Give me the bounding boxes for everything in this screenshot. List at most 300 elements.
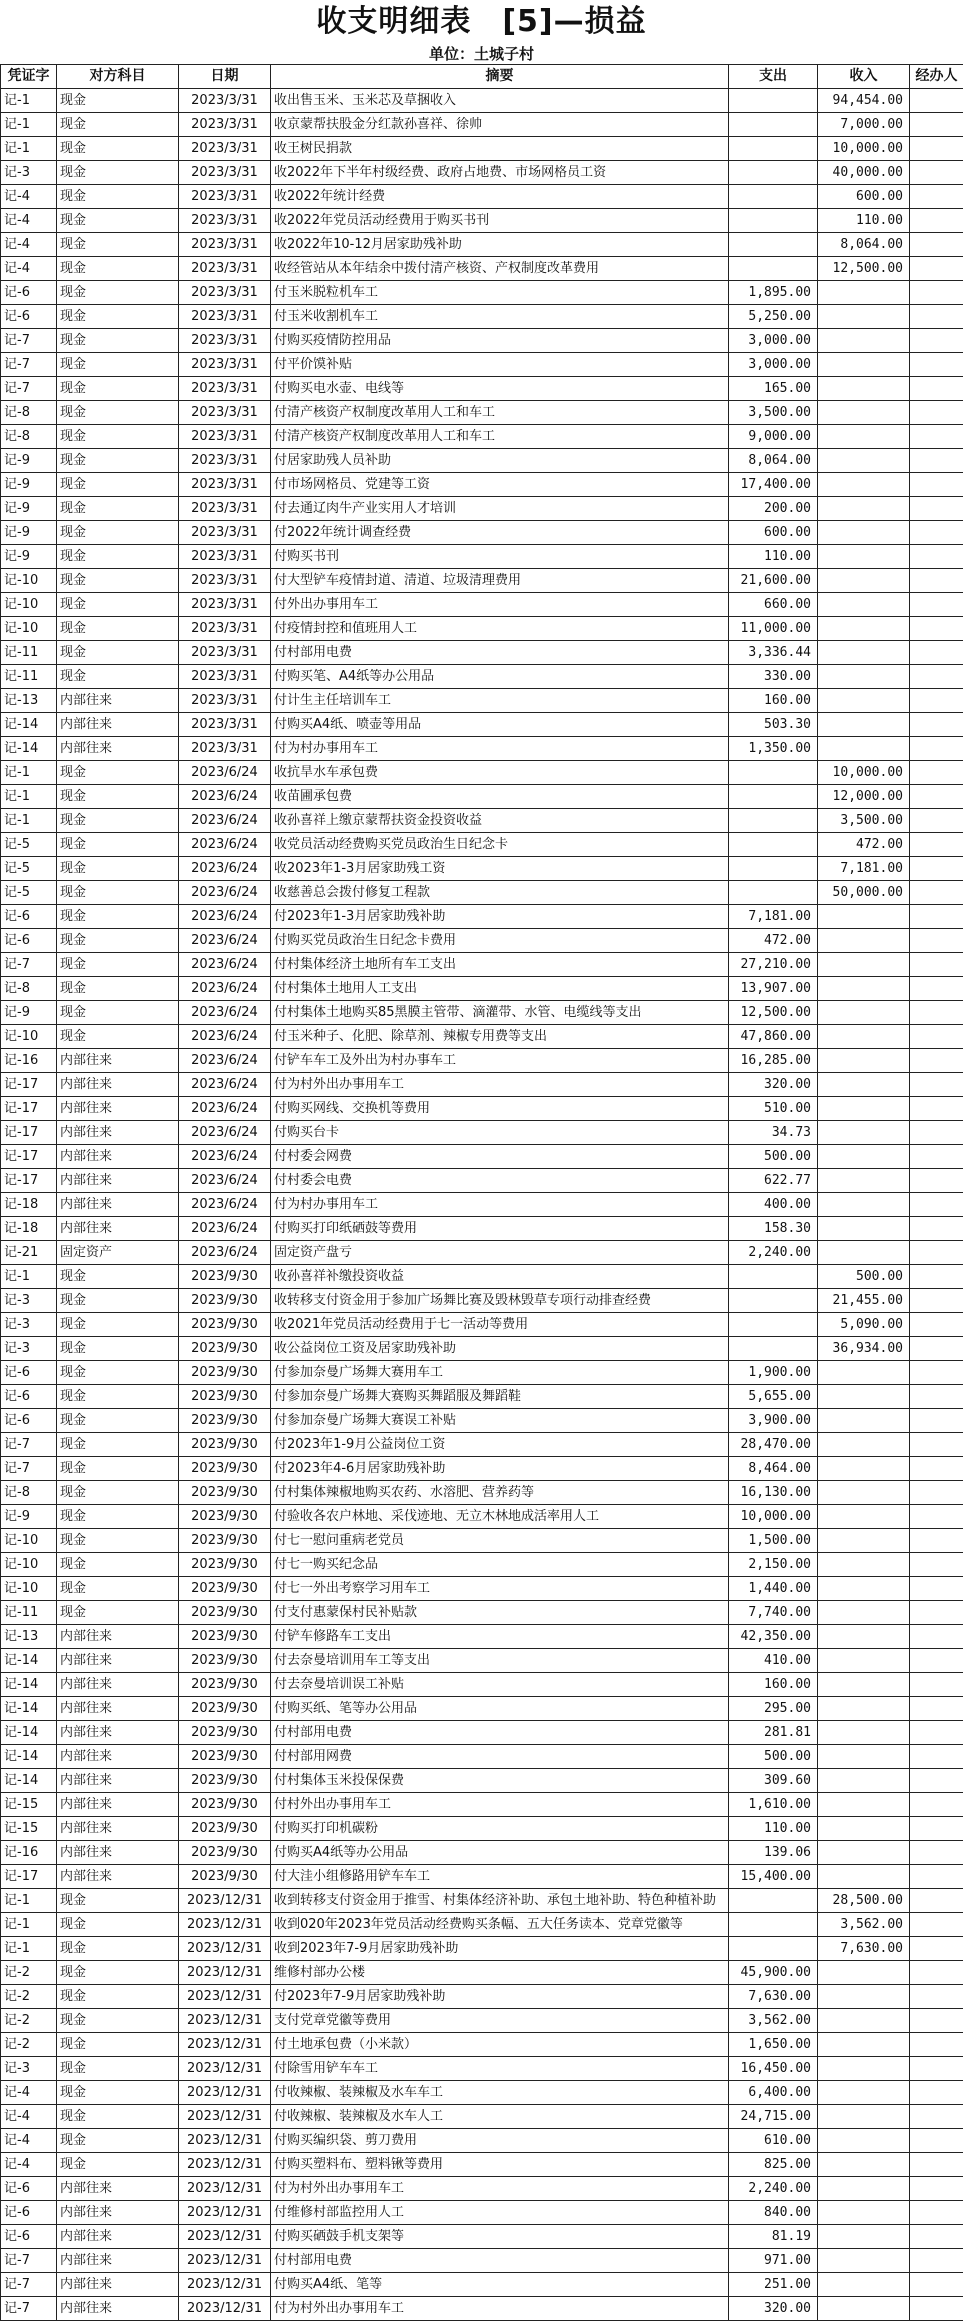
summary-cell: 付购买台卡: [271, 1121, 729, 1145]
income-cell: [818, 905, 910, 929]
date-cell: 2023/9/30: [179, 1289, 271, 1313]
table-row: [1, 1649, 963, 1673]
summary-cell: 付参加奈曼广场舞大赛误工补贴: [271, 1409, 729, 1433]
table-row: [1, 1313, 963, 1337]
handler-cell: [910, 1745, 963, 1769]
account-cell: 现金: [57, 593, 179, 617]
table-row: [1, 665, 963, 689]
table-row: [1, 1265, 963, 1289]
account-cell: 现金: [57, 2033, 179, 2057]
expense-cell: 1,895.00: [729, 281, 818, 305]
date-cell: 2023/9/30: [179, 1673, 271, 1697]
table-row: [1, 1457, 963, 1481]
income-cell: 3,562.00: [818, 1913, 910, 1937]
table-row: [1, 593, 963, 617]
voucher-cell: 记-14: [1, 1721, 57, 1745]
income-cell: 94,454.00: [818, 89, 910, 113]
handler-cell: [910, 377, 963, 401]
voucher-cell: 记-7: [1, 2249, 57, 2273]
handler-cell: [910, 1817, 963, 1841]
voucher-cell: 记-9: [1, 449, 57, 473]
expense-cell: 16,450.00: [729, 2057, 818, 2081]
expense-cell: 13,907.00: [729, 977, 818, 1001]
table-row: [1, 809, 963, 833]
expense-cell: [729, 161, 818, 185]
account-cell: 现金: [57, 665, 179, 689]
income-cell: [818, 1457, 910, 1481]
date-cell: 2023/6/24: [179, 905, 271, 929]
summary-cell: 付大型铲车疫情封道、清道、垃圾清理费用: [271, 569, 729, 593]
table-row: [1, 2177, 963, 2201]
summary-cell: 付去奈曼培训用车工等支出: [271, 1649, 729, 1673]
voucher-cell: 记-18: [1, 1193, 57, 1217]
table-row: [1, 1073, 963, 1097]
expense-cell: [729, 89, 818, 113]
voucher-cell: 记-10: [1, 1553, 57, 1577]
summary-cell: 付村外出办事用车工: [271, 1793, 729, 1817]
date-cell: 2023/3/31: [179, 689, 271, 713]
account-cell: 现金: [57, 1289, 179, 1313]
summary-cell: 收2022年下半年村级经费、政府占地费、市场网格员工资: [271, 161, 729, 185]
expense-cell: 400.00: [729, 1193, 818, 1217]
account-cell: 内部往来: [57, 1865, 179, 1889]
date-cell: 2023/3/31: [179, 641, 271, 665]
expense-cell: [729, 881, 818, 905]
summary-cell: 付玉米种子、化肥、除草剂、辣椒专用费等支出: [271, 1025, 729, 1049]
account-cell: 现金: [57, 1265, 179, 1289]
account-cell: 现金: [57, 257, 179, 281]
date-cell: 2023/12/31: [179, 1961, 271, 1985]
voucher-cell: 记-5: [1, 881, 57, 905]
account-cell: 内部往来: [57, 1169, 179, 1193]
date-cell: 2023/12/31: [179, 1889, 271, 1913]
voucher-cell: 记-4: [1, 2105, 57, 2129]
handler-cell: [910, 137, 963, 161]
voucher-cell: 记-14: [1, 1673, 57, 1697]
summary-cell: 付验收各农户林地、采伐迹地、无立木林地成活率用人工: [271, 1505, 729, 1529]
account-cell: 现金: [57, 1481, 179, 1505]
voucher-cell: 记-17: [1, 1121, 57, 1145]
table-row: [1, 137, 963, 161]
income-cell: [818, 1025, 910, 1049]
voucher-cell: 记-7: [1, 329, 57, 353]
voucher-cell: 记-8: [1, 401, 57, 425]
date-cell: 2023/12/31: [179, 2201, 271, 2225]
handler-cell: [910, 401, 963, 425]
account-cell: 现金: [57, 833, 179, 857]
table-row: [1, 2009, 963, 2033]
date-cell: 2023/3/31: [179, 713, 271, 737]
voucher-cell: 记-9: [1, 1505, 57, 1529]
date-cell: 2023/12/31: [179, 2009, 271, 2033]
voucher-cell: 记-1: [1, 809, 57, 833]
income-cell: [818, 1697, 910, 1721]
handler-cell: [910, 569, 963, 593]
summary-cell: 付计生主任培训车工: [271, 689, 729, 713]
voucher-cell: 记-10: [1, 617, 57, 641]
voucher-cell: 记-3: [1, 1337, 57, 1361]
handler-cell: [910, 833, 963, 857]
table-row: [1, 1193, 963, 1217]
date-cell: 2023/9/30: [179, 1601, 271, 1625]
expense-cell: 5,655.00: [729, 1385, 818, 1409]
table-row: [1, 1529, 963, 1553]
income-cell: [818, 1361, 910, 1385]
expense-cell: [729, 1289, 818, 1313]
account-cell: 现金: [57, 929, 179, 953]
summary-cell: 付购买A4纸、笔等: [271, 2273, 729, 2297]
handler-cell: [910, 1769, 963, 1793]
voucher-cell: 记-17: [1, 1145, 57, 1169]
voucher-cell: 记-18: [1, 1217, 57, 1241]
income-cell: [818, 1649, 910, 1673]
income-cell: [818, 281, 910, 305]
handler-cell: [910, 593, 963, 617]
voucher-cell: 记-16: [1, 1049, 57, 1073]
handler-cell: [910, 353, 963, 377]
summary-cell: 收2022年党员活动经费用于购买书刊: [271, 209, 729, 233]
table-row: [1, 641, 963, 665]
expense-cell: 12,500.00: [729, 1001, 818, 1025]
expense-cell: 330.00: [729, 665, 818, 689]
summary-cell: 付去奈曼培训误工补贴: [271, 1673, 729, 1697]
summary-cell: 付2023年1-9月公益岗位工资: [271, 1433, 729, 1457]
account-cell: 现金: [57, 545, 179, 569]
table-row: [1, 1889, 963, 1913]
summary-cell: 付除雪用铲车车工: [271, 2057, 729, 2081]
handler-cell: [910, 2009, 963, 2033]
summary-cell: 付疫情封控和值班用人工: [271, 617, 729, 641]
income-cell: [818, 1097, 910, 1121]
date-cell: 2023/3/31: [179, 305, 271, 329]
expense-cell: 251.00: [729, 2273, 818, 2297]
summary-cell: 付玉米收割机车工: [271, 305, 729, 329]
account-cell: 现金: [57, 1025, 179, 1049]
date-cell: 2023/3/31: [179, 497, 271, 521]
date-cell: 2023/9/30: [179, 1649, 271, 1673]
table-row: [1, 1697, 963, 1721]
expense-cell: 510.00: [729, 1097, 818, 1121]
account-cell: 现金: [57, 521, 179, 545]
voucher-cell: 记-2: [1, 2009, 57, 2033]
expense-cell: [729, 1913, 818, 1937]
date-cell: 2023/9/30: [179, 1265, 271, 1289]
voucher-cell: 记-1: [1, 1889, 57, 1913]
summary-cell: 收2021年党员活动经费用于七一活动等费用: [271, 1313, 729, 1337]
date-cell: 2023/9/30: [179, 1793, 271, 1817]
expense-cell: [729, 1265, 818, 1289]
income-cell: [818, 545, 910, 569]
account-cell: 现金: [57, 161, 179, 185]
handler-cell: [910, 1913, 963, 1937]
expense-cell: [729, 137, 818, 161]
date-cell: 2023/6/24: [179, 833, 271, 857]
table-row: [1, 1289, 963, 1313]
date-cell: 2023/3/31: [179, 545, 271, 569]
voucher-cell: 记-16: [1, 1841, 57, 1865]
income-cell: 12,000.00: [818, 785, 910, 809]
expense-cell: 28,470.00: [729, 1433, 818, 1457]
income-cell: 110.00: [818, 209, 910, 233]
income-cell: 50,000.00: [818, 881, 910, 905]
voucher-cell: 记-11: [1, 665, 57, 689]
table-row: [1, 1001, 963, 1025]
voucher-cell: 记-9: [1, 521, 57, 545]
date-cell: 2023/12/31: [179, 2057, 271, 2081]
handler-cell: [910, 521, 963, 545]
income-cell: 500.00: [818, 1265, 910, 1289]
voucher-cell: 记-10: [1, 1529, 57, 1553]
account-cell: 内部往来: [57, 2249, 179, 2273]
summary-cell: 付购买打印机碳粉: [271, 1817, 729, 1841]
expense-cell: 2,240.00: [729, 1241, 818, 1265]
handler-cell: [910, 953, 963, 977]
expense-cell: 622.77: [729, 1169, 818, 1193]
table-row: [1, 1985, 963, 2009]
date-cell: 2023/12/31: [179, 2225, 271, 2249]
income-cell: 28,500.00: [818, 1889, 910, 1913]
summary-cell: 付土地承包费（小米款）: [271, 2033, 729, 2057]
income-cell: [818, 2273, 910, 2297]
table-row: [1, 833, 963, 857]
voucher-cell: 记-1: [1, 113, 57, 137]
voucher-cell: 记-1: [1, 761, 57, 785]
summary-cell: 付购买电水壶、电线等: [271, 377, 729, 401]
handler-cell: [910, 1025, 963, 1049]
summary-cell: 付购买硒鼓手机支架等: [271, 2225, 729, 2249]
income-cell: [818, 1625, 910, 1649]
expense-cell: 10,000.00: [729, 1505, 818, 1529]
summary-cell: 付大洼小组修路用铲车车工: [271, 1865, 729, 1889]
income-cell: [818, 2057, 910, 2081]
date-cell: 2023/12/31: [179, 1937, 271, 1961]
table-row: [1, 1241, 963, 1265]
expense-cell: 34.73: [729, 1121, 818, 1145]
income-cell: [818, 2225, 910, 2249]
handler-cell: [910, 185, 963, 209]
account-cell: 现金: [57, 425, 179, 449]
date-cell: 2023/12/31: [179, 2105, 271, 2129]
income-cell: [818, 2033, 910, 2057]
date-cell: 2023/6/24: [179, 953, 271, 977]
account-cell: 现金: [57, 137, 179, 161]
voucher-cell: 记-5: [1, 857, 57, 881]
table-row: [1, 1937, 963, 1961]
voucher-cell: 记-13: [1, 1625, 57, 1649]
summary-cell: 付购买A4纸等办公用品: [271, 1841, 729, 1865]
expense-cell: 8,464.00: [729, 1457, 818, 1481]
handler-cell: [910, 1553, 963, 1577]
table-row: [1, 1481, 963, 1505]
table-row: [1, 1769, 963, 1793]
handler-cell: [910, 257, 963, 281]
account-cell: 内部往来: [57, 713, 179, 737]
expense-cell: [729, 185, 818, 209]
table-row: [1, 2129, 963, 2153]
table-row: [1, 1577, 963, 1601]
handler-cell: [910, 1673, 963, 1697]
table-row: [1, 2081, 963, 2105]
expense-cell: 2,150.00: [729, 1553, 818, 1577]
handler-cell: [910, 977, 963, 1001]
expense-cell: 500.00: [729, 1145, 818, 1169]
date-cell: 2023/6/24: [179, 1193, 271, 1217]
header-expense: 支出: [729, 65, 818, 89]
expense-cell: 139.06: [729, 1841, 818, 1865]
income-cell: [818, 2009, 910, 2033]
date-cell: 2023/3/31: [179, 257, 271, 281]
expense-cell: 1,440.00: [729, 1577, 818, 1601]
table-row: [1, 377, 963, 401]
handler-cell: [910, 761, 963, 785]
handler-cell: [910, 1385, 963, 1409]
summary-cell: 收抗旱水车承包费: [271, 761, 729, 785]
summary-cell: 收京蒙帮扶股金分红款孙喜祥、徐帅: [271, 113, 729, 137]
expense-cell: 27,210.00: [729, 953, 818, 977]
table-row: [1, 857, 963, 881]
date-cell: 2023/6/24: [179, 929, 271, 953]
account-cell: 现金: [57, 209, 179, 233]
account-cell: 现金: [57, 1985, 179, 2009]
summary-cell: 收2023年1-3月居家助残工资: [271, 857, 729, 881]
summary-cell: 付购买党员政治生日纪念卡费用: [271, 929, 729, 953]
expense-cell: 45,900.00: [729, 1961, 818, 1985]
date-cell: 2023/3/31: [179, 617, 271, 641]
voucher-cell: 记-1: [1, 785, 57, 809]
account-cell: 现金: [57, 113, 179, 137]
summary-cell: 付为村外出办事用车工: [271, 2177, 729, 2201]
account-cell: 内部往来: [57, 689, 179, 713]
voucher-cell: 记-6: [1, 305, 57, 329]
income-cell: 3,500.00: [818, 809, 910, 833]
account-cell: 内部往来: [57, 1817, 179, 1841]
handler-cell: [910, 2201, 963, 2225]
expense-cell: [729, 1313, 818, 1337]
handler-cell: [910, 1697, 963, 1721]
summary-cell: 收党员活动经费购买党员政治生日纪念卡: [271, 833, 729, 857]
table-row: [1, 1385, 963, 1409]
expense-cell: 3,562.00: [729, 2009, 818, 2033]
income-cell: [818, 1169, 910, 1193]
handler-cell: [910, 809, 963, 833]
summary-cell: 收经管站从本年结余中拨付清产核资、产权制度改革费用: [271, 257, 729, 281]
expense-cell: 16,130.00: [729, 1481, 818, 1505]
summary-cell: 付购买打印纸硒鼓等费用: [271, 1217, 729, 1241]
voucher-cell: 记-11: [1, 1601, 57, 1625]
table-row: [1, 953, 963, 977]
voucher-cell: 记-1: [1, 1913, 57, 1937]
expense-cell: [729, 857, 818, 881]
voucher-cell: 记-6: [1, 1409, 57, 1433]
voucher-cell: 记-14: [1, 713, 57, 737]
summary-cell: 支付党章党徽等费用: [271, 2009, 729, 2033]
summary-cell: 付村集体辣椒地购买农药、水溶肥、营养药等: [271, 1481, 729, 1505]
income-cell: [818, 569, 910, 593]
expense-cell: [729, 209, 818, 233]
date-cell: 2023/3/31: [179, 209, 271, 233]
date-cell: 2023/12/31: [179, 2273, 271, 2297]
summary-cell: 付村委会电费: [271, 1169, 729, 1193]
expense-cell: 8,064.00: [729, 449, 818, 473]
table-row: [1, 1025, 963, 1049]
handler-cell: [910, 1721, 963, 1745]
date-cell: 2023/3/31: [179, 89, 271, 113]
expense-cell: [729, 833, 818, 857]
handler-cell: [910, 1529, 963, 1553]
handler-cell: [910, 1457, 963, 1481]
date-cell: 2023/3/31: [179, 113, 271, 137]
handler-cell: [910, 1193, 963, 1217]
expense-cell: 660.00: [729, 593, 818, 617]
income-cell: [818, 1985, 910, 2009]
table-row: [1, 521, 963, 545]
handler-cell: [910, 1073, 963, 1097]
account-cell: 现金: [57, 809, 179, 833]
table-row: [1, 2033, 963, 2057]
date-cell: 2023/9/30: [179, 1409, 271, 1433]
table-row: [1, 977, 963, 1001]
expense-cell: 1,900.00: [729, 1361, 818, 1385]
date-cell: 2023/6/24: [179, 1025, 271, 1049]
account-cell: 现金: [57, 2153, 179, 2177]
date-cell: 2023/3/31: [179, 665, 271, 689]
expense-cell: 971.00: [729, 2249, 818, 2273]
account-cell: 现金: [57, 953, 179, 977]
account-cell: 内部往来: [57, 2273, 179, 2297]
expense-cell: 840.00: [729, 2201, 818, 2225]
income-cell: [818, 1505, 910, 1529]
account-cell: 现金: [57, 1385, 179, 1409]
summary-cell: 收2022年统计经费: [271, 185, 729, 209]
income-cell: [818, 329, 910, 353]
summary-cell: 收苗圃承包费: [271, 785, 729, 809]
expense-cell: 3,336.44: [729, 641, 818, 665]
handler-cell: [910, 305, 963, 329]
expense-cell: 81.19: [729, 2225, 818, 2249]
date-cell: 2023/9/30: [179, 1625, 271, 1649]
income-cell: [818, 1673, 910, 1697]
summary-cell: 付七一慰问重病老党员: [271, 1529, 729, 1553]
handler-cell: [910, 1625, 963, 1649]
summary-cell: 付清产核资产权制度改革用人工和车工: [271, 401, 729, 425]
table-row: [1, 2225, 963, 2249]
date-cell: 2023/6/24: [179, 1145, 271, 1169]
table-row: [1, 761, 963, 785]
summary-cell: 固定资产盘亏: [271, 1241, 729, 1265]
income-cell: 472.00: [818, 833, 910, 857]
table-row: [1, 89, 963, 113]
income-cell: [818, 305, 910, 329]
account-cell: 现金: [57, 1505, 179, 1529]
income-cell: [818, 473, 910, 497]
account-cell: 内部往来: [57, 1769, 179, 1793]
account-cell: 现金: [57, 1553, 179, 1577]
table-row: [1, 1625, 963, 1649]
date-cell: 2023/6/24: [179, 1097, 271, 1121]
voucher-cell: 记-5: [1, 833, 57, 857]
handler-cell: [910, 2057, 963, 2081]
account-cell: 现金: [57, 281, 179, 305]
handler-cell: [910, 689, 963, 713]
voucher-cell: 记-13: [1, 689, 57, 713]
date-cell: 2023/12/31: [179, 2177, 271, 2201]
income-cell: [818, 1553, 910, 1577]
income-cell: [818, 1841, 910, 1865]
table-row: [1, 305, 963, 329]
date-cell: 2023/9/30: [179, 1481, 271, 1505]
handler-cell: [910, 113, 963, 137]
income-cell: [818, 1817, 910, 1841]
